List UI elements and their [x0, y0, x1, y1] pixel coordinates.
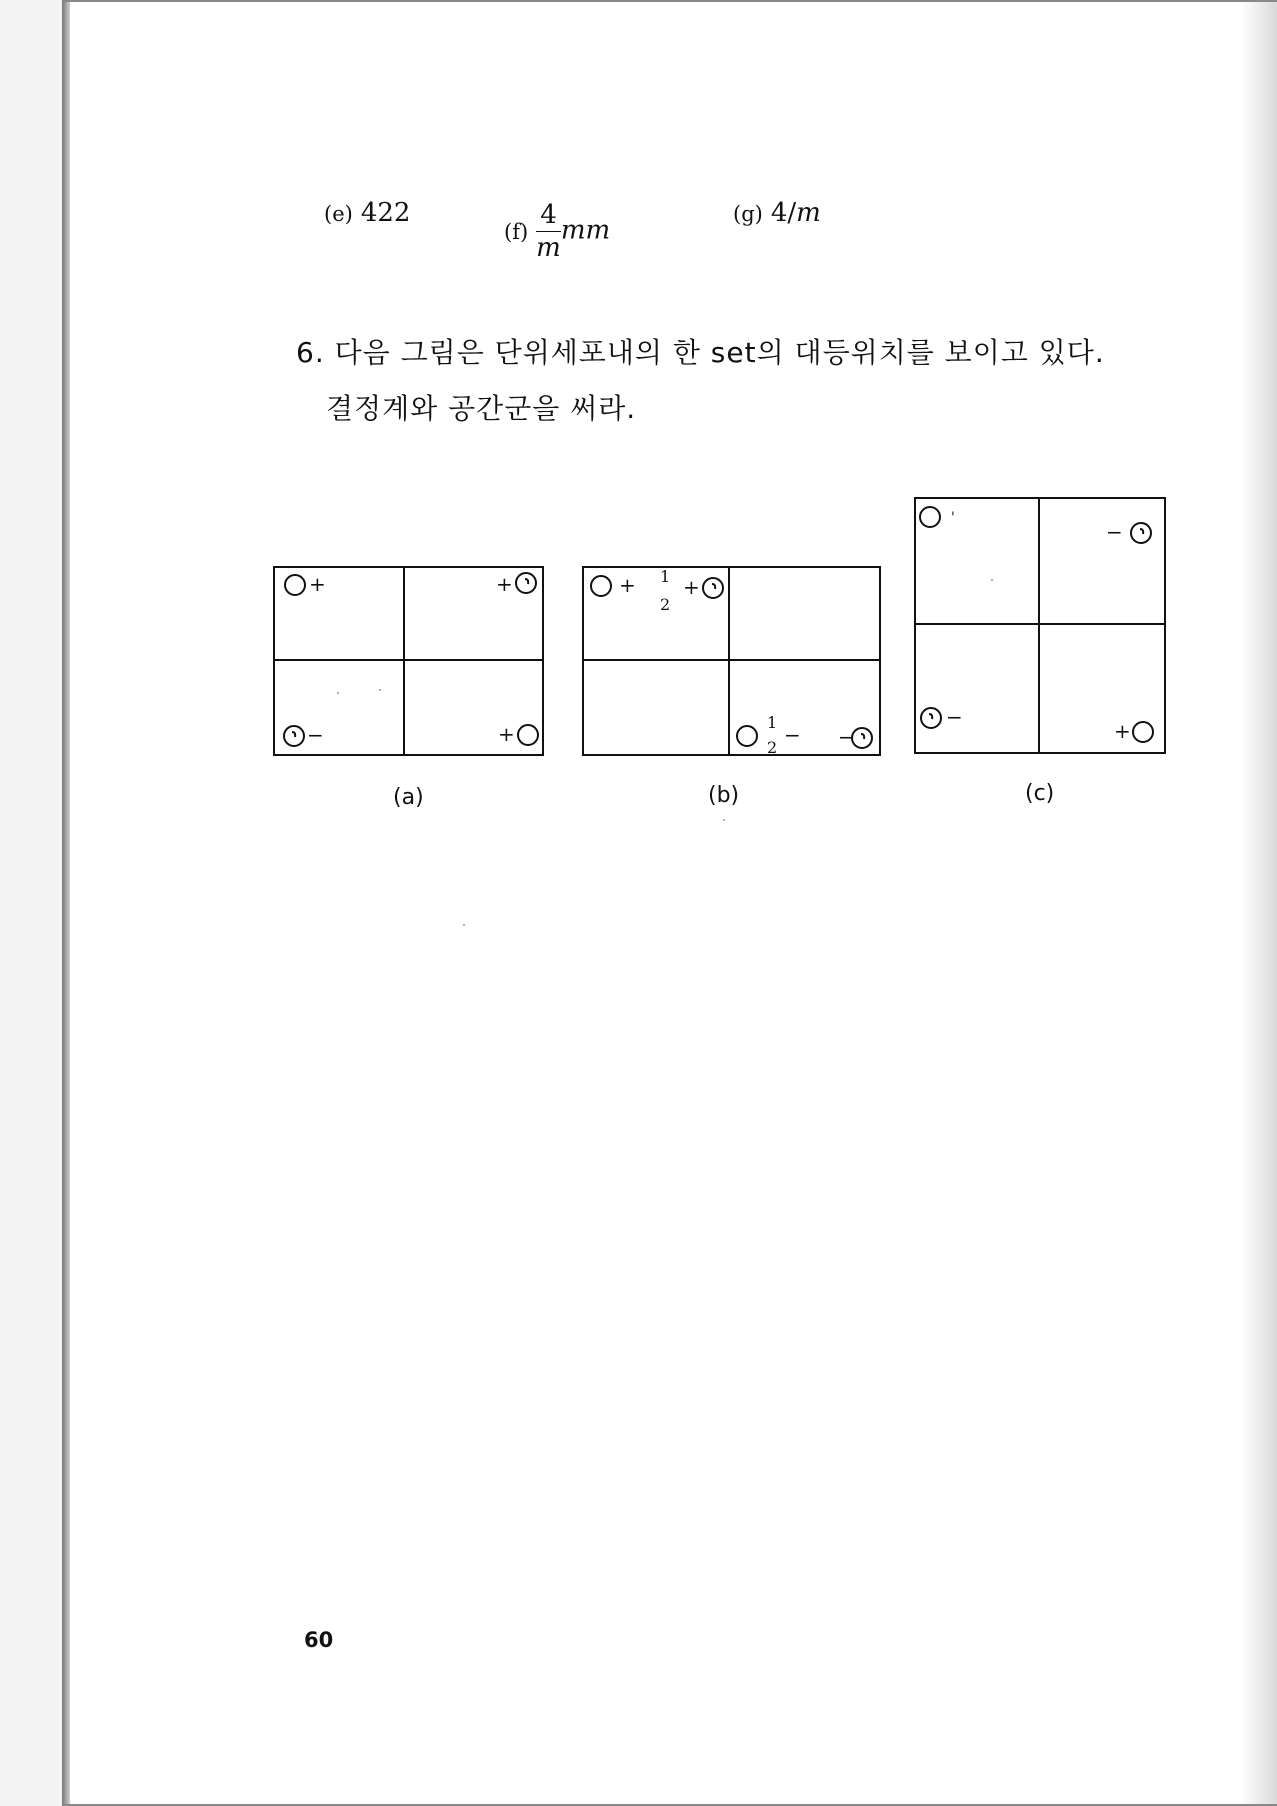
option-g-text: 4/ [770, 198, 797, 228]
figure-c-atom-top-left [920, 507, 940, 527]
figure-b-half-top-den: 2 [660, 595, 671, 614]
figure-a-comma-bottom-left [292, 732, 295, 737]
figure-c-sign-bottom-right: + [1114, 719, 1131, 743]
option-e-text: 422 [360, 198, 411, 228]
figure-b-half-bottom-den: 2 [767, 738, 778, 757]
page-number: 60 [304, 1628, 334, 1652]
figure-b-atom-bottom-left [737, 726, 757, 746]
option-f-suffix: mm [560, 215, 611, 246]
figure-c-atom-top-right [1131, 523, 1151, 543]
figure-b-atom-top-left [591, 576, 611, 596]
figure-b-half-bottom-num: 1 [767, 713, 778, 732]
scan-speck [463, 924, 465, 926]
figure-a-sign-bottom-left: − [307, 723, 324, 747]
option-f-numerator: 4 [536, 202, 561, 232]
option-g-label: (g) [733, 202, 763, 226]
question-line-2: 결정계와 공간군을 써라. [326, 392, 637, 425]
figure-a-atom-bottom-right [518, 725, 538, 745]
option-e-label: (e) [324, 202, 353, 226]
figure-b-sign-top-left: + [619, 573, 636, 597]
option-f-label: (f) [504, 219, 529, 244]
figure-b-caption: (b) [708, 783, 740, 808]
figure-a-atom-bottom-left [284, 726, 304, 746]
question-line-1: 다음 그림은 단위세포내의 한 set의 대등위치를 보이고 있다. [334, 336, 1105, 369]
figure-a-caption: (a) [393, 785, 424, 810]
question-number: 6. [296, 336, 325, 369]
figure-b-half-top-num: 1 [660, 567, 671, 586]
option-f-denominator: m [536, 233, 561, 263]
figure-b-atom-bottom-right [852, 728, 872, 748]
figure-a-sign-top-right: + [496, 572, 513, 596]
figure-c-atom-bottom-left [921, 708, 941, 728]
scan-speck [379, 689, 381, 691]
figure-c-sign-bottom-left: − [946, 705, 963, 729]
figure-a-atom-top-right [516, 573, 536, 593]
scan-speck [337, 692, 339, 694]
scan-speck [723, 819, 725, 821]
figure-b-comma-top-right [712, 584, 715, 589]
figure-c-comma-bottom-left [929, 714, 932, 719]
figure-b-atom-top-right [703, 578, 723, 598]
option-g-italic: m [796, 198, 821, 228]
figure-a-comma-top-right [525, 579, 528, 584]
figure-c-atom-bottom-right [1133, 722, 1153, 742]
figure-c-sign-top-right: − [1106, 520, 1123, 544]
figure-a-sign-bottom-right: + [498, 722, 515, 746]
scan-speck [991, 579, 993, 581]
figure-b-comma-bottom-right [861, 734, 864, 739]
figure-b-sign-bottom-right: − [838, 725, 855, 749]
figure-c-caption: (c) [1025, 781, 1055, 806]
figure-c-sign-top-left: ' [951, 510, 955, 526]
figure-a-atom-top-left [285, 575, 305, 595]
figure-c-comma-top-right [1140, 529, 1143, 534]
figure-b-sign-top-right: + [683, 575, 700, 599]
figure-b-sign-bottom-left: − [784, 723, 801, 747]
figure-a-sign-top-left: + [309, 572, 326, 596]
